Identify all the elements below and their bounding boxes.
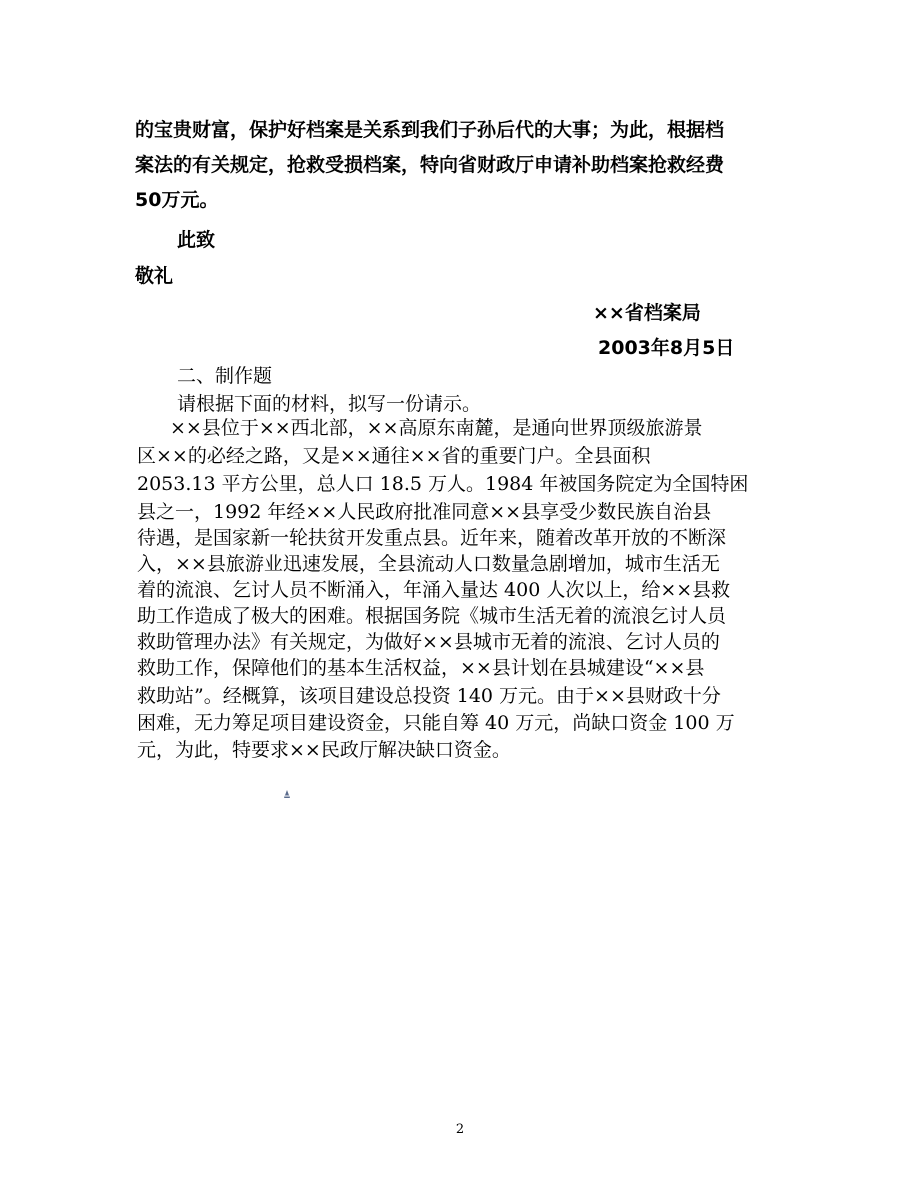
letter-body-line-1: 的宝贵财富，保护好档案是关系到我们子孙后代的大事；为此，根据档: [135, 119, 725, 141]
material-line: 待遇，是国家新一轮扶贫开发重点县。近年来，随着改革开放的不断深: [137, 527, 727, 549]
material-line: 救助管理办法》有关规定，为做好××县城市无着的流浪、乞讨人员的: [137, 631, 720, 653]
letter-salute: 敬礼: [135, 265, 174, 287]
tiny-image-mark-icon: [282, 788, 292, 799]
material-line: 2053.13 平方公里，总人口 18.5 万人。1984 年被国务院定为全国特困: [137, 473, 749, 495]
material-line: 着的流浪、乞讨人员不断涌入，年涌入量达 400 人次以上，给××县救: [137, 579, 731, 601]
material-line: 元，为此，特要求××民政厅解决缺口资金。: [137, 739, 511, 761]
exercise-instruction: 请根据下面的材料，拟写一份请示。: [177, 393, 482, 415]
material-line: ××县位于××西北部，××高原东南麓，是通向世界顶级旅游景: [170, 417, 703, 439]
material-line: 救助站”。经概算，该项目建设总投资 140 万元。由于××县财政十分: [137, 685, 721, 707]
letter-date: 2003年8月5日: [598, 337, 735, 359]
material-line: 困难，无力筹足项目建设资金，只能自筹 40 万元，尚缺口资金 100 万: [137, 712, 735, 734]
page-number: 2: [455, 1122, 465, 1137]
material-line: 救助工作，保障他们的基本生活权益，××县计划在县城建设“××县: [137, 657, 705, 679]
material-line: 县之一，1992 年经××人民政府批准同意××县享受少数民族自治县: [137, 501, 712, 523]
material-line: 入，××县旅游业迅速发展，全县流动人口数量急剧增加，城市生活无: [137, 553, 720, 575]
letter-body-line-2: 案法的有关规定，抢救受损档案，特向省财政厅申请补助档案抢救经费: [135, 154, 725, 176]
letter-closing: 此致: [177, 229, 216, 251]
material-line: 助工作造成了极大的困难。根据国务院《城市生活无着的流浪乞讨人员: [137, 605, 727, 627]
material-line: 区××的必经之路，又是××通往××省的重要门户。全县面积: [137, 445, 651, 467]
letter-body-line-3: 50万元。: [135, 189, 219, 211]
exercise-heading: 二、制作题: [177, 365, 273, 387]
letter-sender: ××省档案局: [593, 302, 701, 324]
